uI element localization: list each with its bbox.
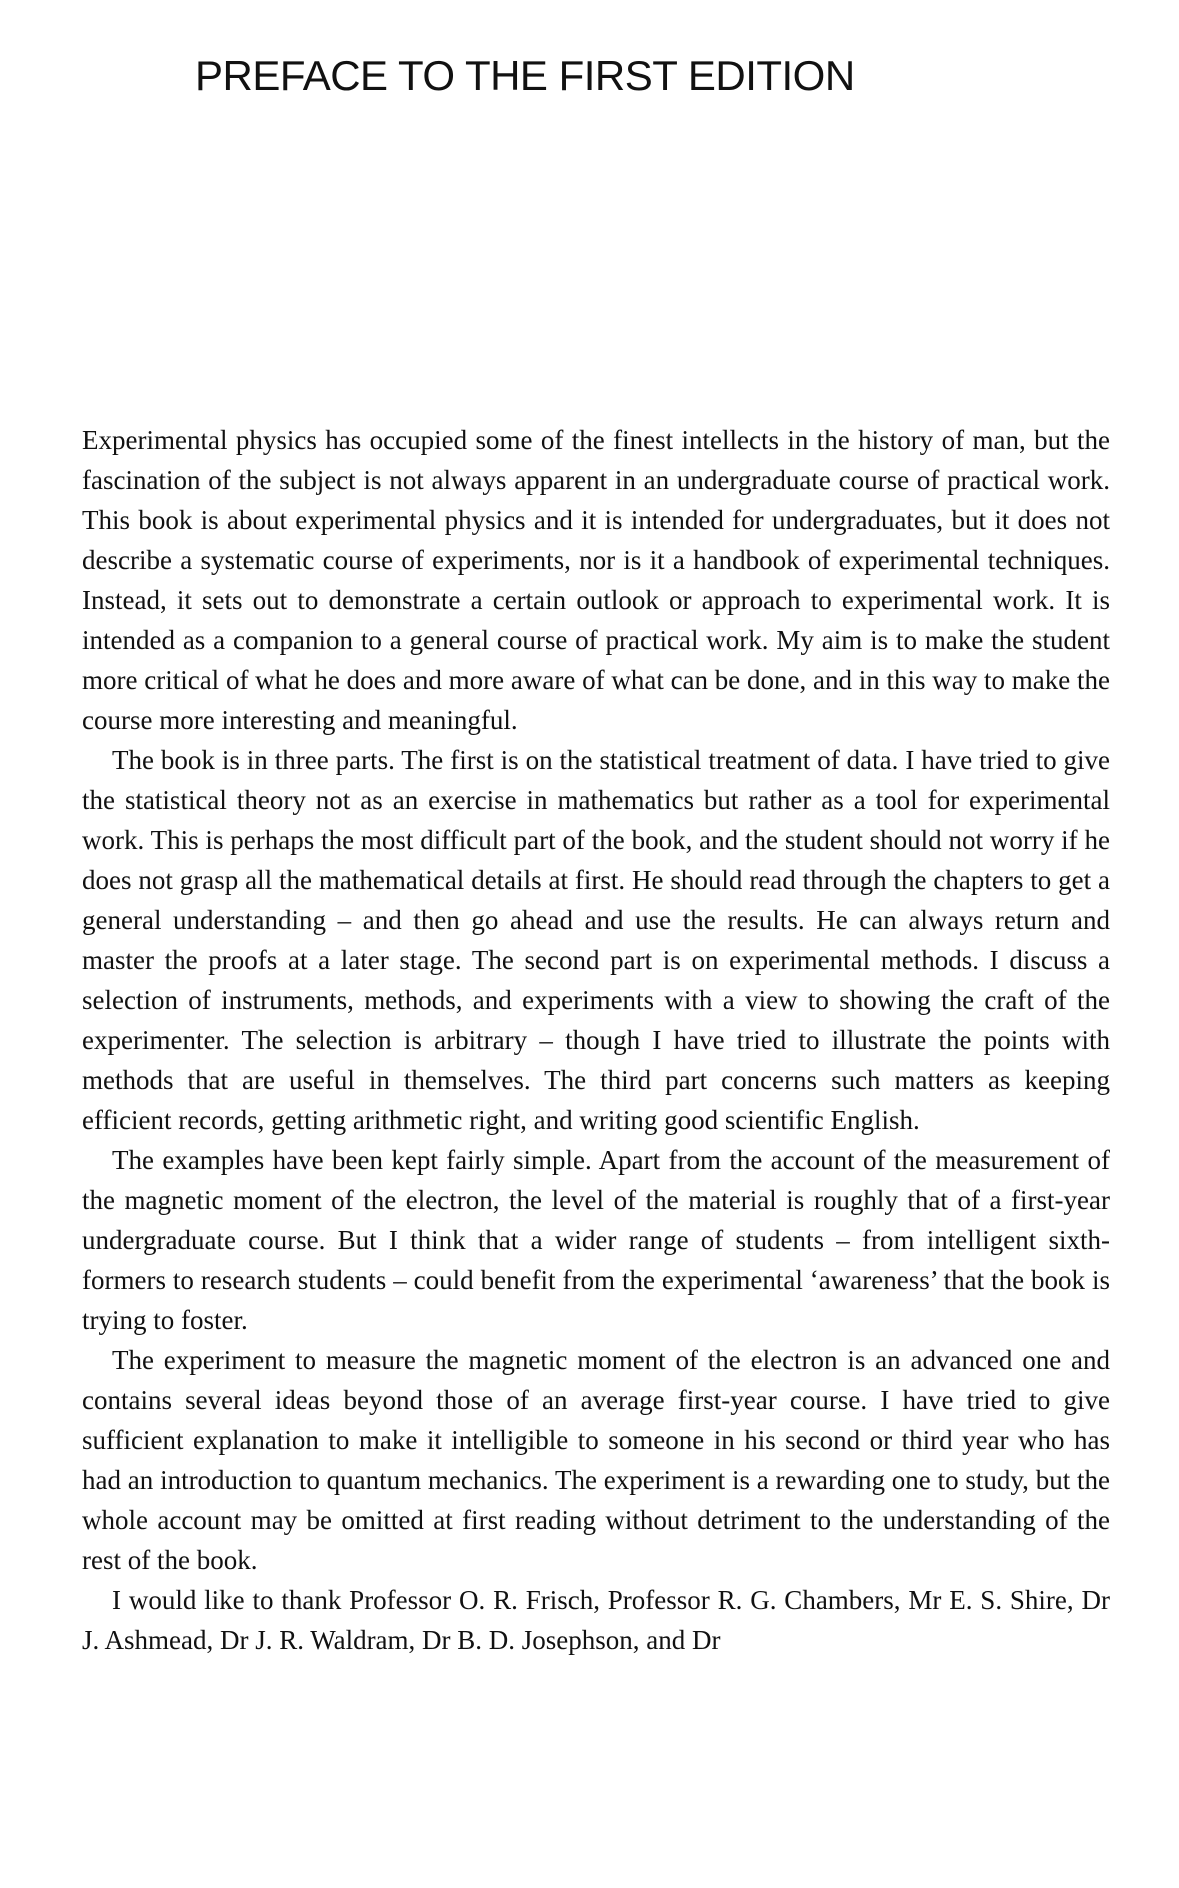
paragraph-three-parts: The book is in three parts. The first is on the statistical treatment of data. I have tried to give the statistical theory not as an exercise in mathematics but rather as a tool for experimental work. This is perhaps the most difficult part of the book, and the student should not worry if he does not grasp all the mathematical details at first. He should read through the chapters to get a general understanding – and then go ahead and use the results. He can always return and master the proofs at a later stage. The second part is on experimental methods. I discuss a selection of instruments, methods, and experiments with a view to showing the craft of the experimenter. The selection is arbitrary – though I have tried to illustrate the points with methods that are useful in themselves. The third part concerns such matters as keeping efficient records, getting arithmetic right, and writing good scientific English. [82, 745, 1110, 1135]
paragraph-electron-experiment: The experiment to measure the magnetic moment of the electron is an advanced one and contains several ideas beyond those of an average first-year course. I have tried to give sufficient explanation to make it intelligible to someone in his second or third year who has had an introduction to quantum mechanics. The experiment is a rewarding one to study, but the whole account may be omitted at first reading without detriment to the understanding of the rest of the book. [82, 1345, 1110, 1575]
page-title: PREFACE TO THE FIRST EDITION [195, 52, 855, 99]
paragraph-examples: The examples have been kept fairly simple. Apart from the account of the measurement of the magnetic moment of the electron, the level of the material is roughly that of a first-year undergraduate course. But I think that a wider range of students – from intelligent sixth-formers to research students – could benefit from the experimental ‘awareness’ that the book is trying to foster. [82, 1145, 1110, 1335]
paragraph-acknowledgements: I would like to thank Professor O. R. Frisch, Professor R. G. Chambers, Mr E. S. Shire, Dr J. Ashmead, Dr J. R. Waldram, Dr B. D. Josephson, and Dr [82, 1585, 1110, 1655]
paragraph-intro: Experimental physics has occupied some of the finest intellects in the history of man, but the fascination of the subject is not always apparent in an undergraduate course of practical work. This book is about experimental physics and it is intended for undergraduates, but it does not describe a systematic course of experiments, nor is it a handbook of experimental techniques. Instead, it sets out to demonstrate a certain outlook or approach to experimental work. It is intended as a companion to a general course of practical work. My aim is to make the student more critical of what he does and more aware of what can be done, and in this way to make the course more interesting and meaningful. [82, 425, 1110, 735]
preface-body [82, 420, 1110, 1660]
